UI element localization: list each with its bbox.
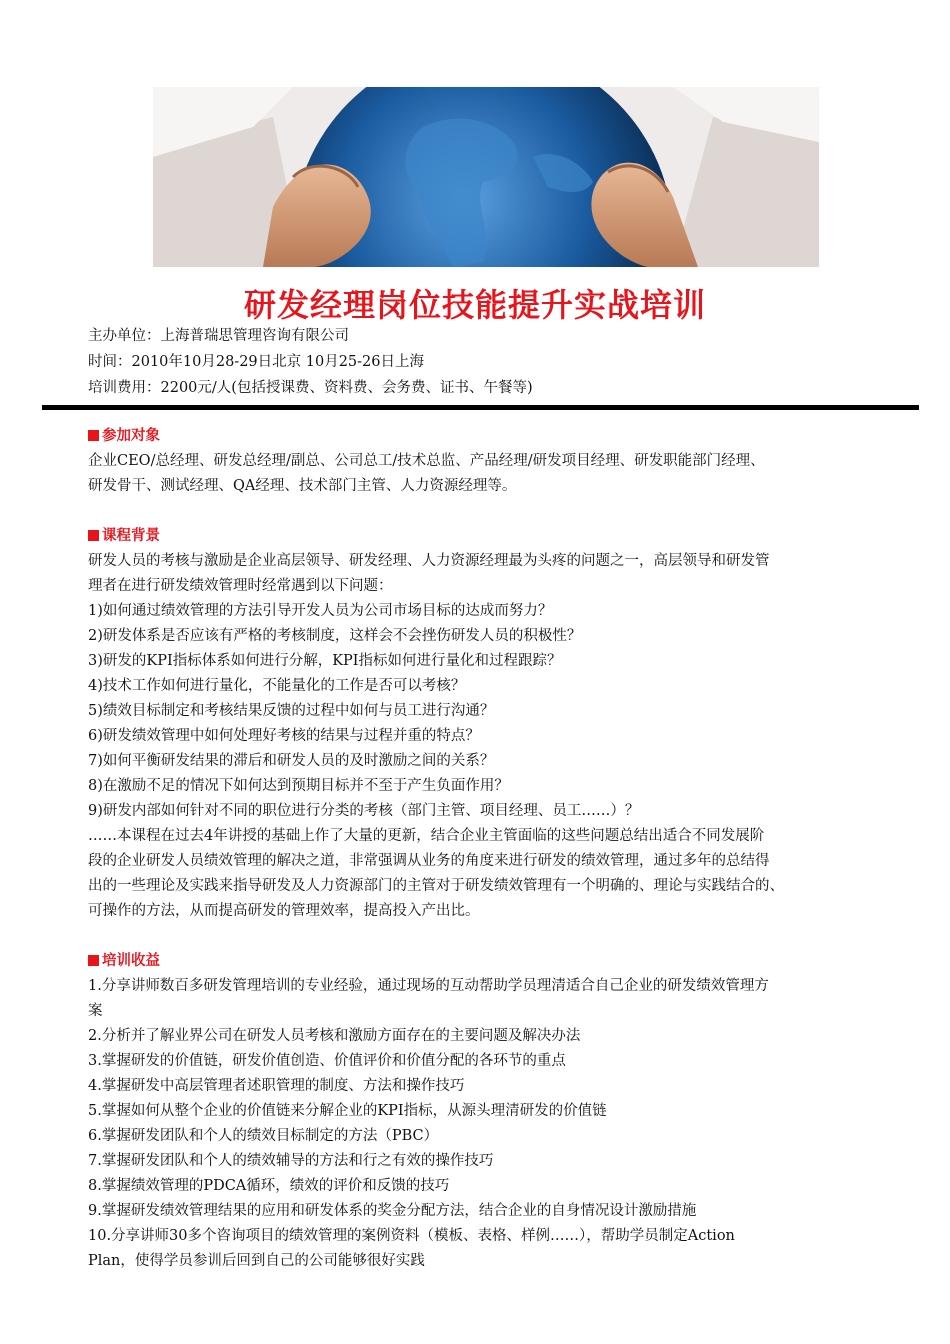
section-heading-audience: 参加对象: [88, 424, 893, 449]
divider-rule: [42, 405, 919, 410]
question-item: 5)绩效目标制定和考核结果反馈的过程中如何与员工进行沟通？: [88, 703, 495, 719]
benefit-item: Plan，使得学员参训后回到自己的公司能够很好实践: [88, 1253, 425, 1269]
question-item: 6)研发绩效管理中如何处理好考核的结果与过程并重的特点？: [88, 728, 480, 744]
page-title: 研发经理岗位技能提升实战培训: [243, 286, 706, 324]
main-content: [88, 424, 893, 1274]
question-item: 8)在激励不足的情况下如何达到预期目标并不至于产生负面作用？: [88, 778, 509, 794]
question-item: 4)技术工作如何进行量化，不能量化的工作是否可以考核？: [88, 678, 466, 694]
text-line: 可操作的方法，从而提高研发的管理效率，提高投入产出比。: [88, 903, 480, 919]
benefit-item: 1.分享讲师数百多研发管理培训的专业经验，通过现场的互动帮助学员理清适合自己企业的研发绩效管理方: [88, 978, 769, 994]
text-line: 企业CEO/总经理、研发总经理/副总、公司总工/技术总监、产品经理/研发项目经理、研发职能部门经理、: [88, 453, 765, 469]
benefit-item: 9.掌握研发绩效管理结果的应用和研发体系的奖金分配方法，结合企业的自身情况设计激励措施: [88, 1203, 697, 1219]
benefit-item: 2.分析并了解业界公司在研发人员考核和激励方面存在的主要问题及解决办法: [88, 1028, 581, 1044]
background-text: [88, 549, 893, 924]
section-heading-benefits: 培训收益: [88, 949, 893, 974]
benefits-text: [88, 974, 893, 1274]
text-line: ……本课程在过去4年讲授的基础上作了大量的更新，结合企业主管面临的这些问题总结出适合不同发展阶: [88, 828, 765, 844]
square-bullet-icon: [88, 955, 99, 966]
audience-text: [88, 449, 893, 499]
square-bullet-icon: [88, 530, 99, 541]
text-line: 出的一些理论及实践来指导研发及人力资源部门的主管对于研发绩效管理有一个明确的、理论与实践结合的、: [88, 878, 784, 894]
benefit-item: 4.掌握研发中高层管理者述职管理的制度、方法和操作技巧: [88, 1078, 465, 1094]
text-line: 理者在进行研发绩效管理时经常遇到以下问题：: [88, 578, 393, 594]
benefit-item: 5.掌握如何从整个企业的价值链来分解企业的KPI指标，从源头理清研发的价值链: [88, 1103, 607, 1119]
benefit-item: 10.分享讲师30多个咨询项目的绩效管理的案例资料（模板、表格、样例……），帮助学员制定Action: [88, 1228, 735, 1244]
benefit-item: 7.掌握研发团队和个人的绩效辅导的方法和行之有效的操作技巧: [88, 1153, 494, 1169]
organizer-text: 主办单位：上海普瑞思管理咨询有限公司: [88, 328, 349, 344]
benefit-item: 案: [88, 1003, 103, 1019]
benefit-item: 3.掌握研发的价值链，研发价值创造、价值评价和价值分配的各环节的重点: [88, 1053, 566, 1069]
question-item: 9)研发内部如何针对不同的职位进行分类的考核（部门主管、项目经理、员工……）？: [88, 803, 640, 819]
text-line: 研发人员的考核与激励是企业高层领导、研发经理、人力资源经理最为头疼的问题之一，高层领导和研发管: [88, 553, 770, 569]
benefit-item: 8.掌握绩效管理的PDCA循环，绩效的评价和反馈的技巧: [88, 1178, 450, 1194]
hero-globe-image: [153, 87, 819, 267]
benefit-item: 6.掌握研发团队和个人的绩效目标制定的方法（PBC）: [88, 1128, 439, 1144]
section-heading-background: 课程背景: [88, 524, 893, 549]
question-item: 3)研发的KPI指标体系如何进行分解，KPI指标如何进行量化和过程跟踪？: [88, 653, 562, 669]
text-line: 段的企业研发人员绩效管理的解决之道，非常强调从业务的角度来进行研发的绩效管理，通过多年的总结得: [88, 853, 770, 869]
question-item: 2)研发体系是否应该有严格的考核制度，这样会不会挫伤研发人员的积极性？: [88, 628, 582, 644]
square-bullet-icon: [88, 430, 99, 441]
question-item: 1)如何通过绩效管理的方法引导开发人员为公司市场目标的达成而努力？: [88, 603, 553, 619]
fee-text: 培训费用：2200元/人(包括授课费、资料费、会务费、证书、午餐等): [88, 380, 533, 396]
time-text: 时间：2010年10月28-29日北京 10月25-26日上海: [88, 354, 425, 370]
event-meta: [88, 323, 533, 401]
text-line: 研发骨干、测试经理、QA经理、技术部门主管、人力资源经理等。: [88, 478, 517, 494]
question-item: 7)如何平衡研发结果的滞后和研发人员的及时激励之间的关系？: [88, 753, 495, 769]
